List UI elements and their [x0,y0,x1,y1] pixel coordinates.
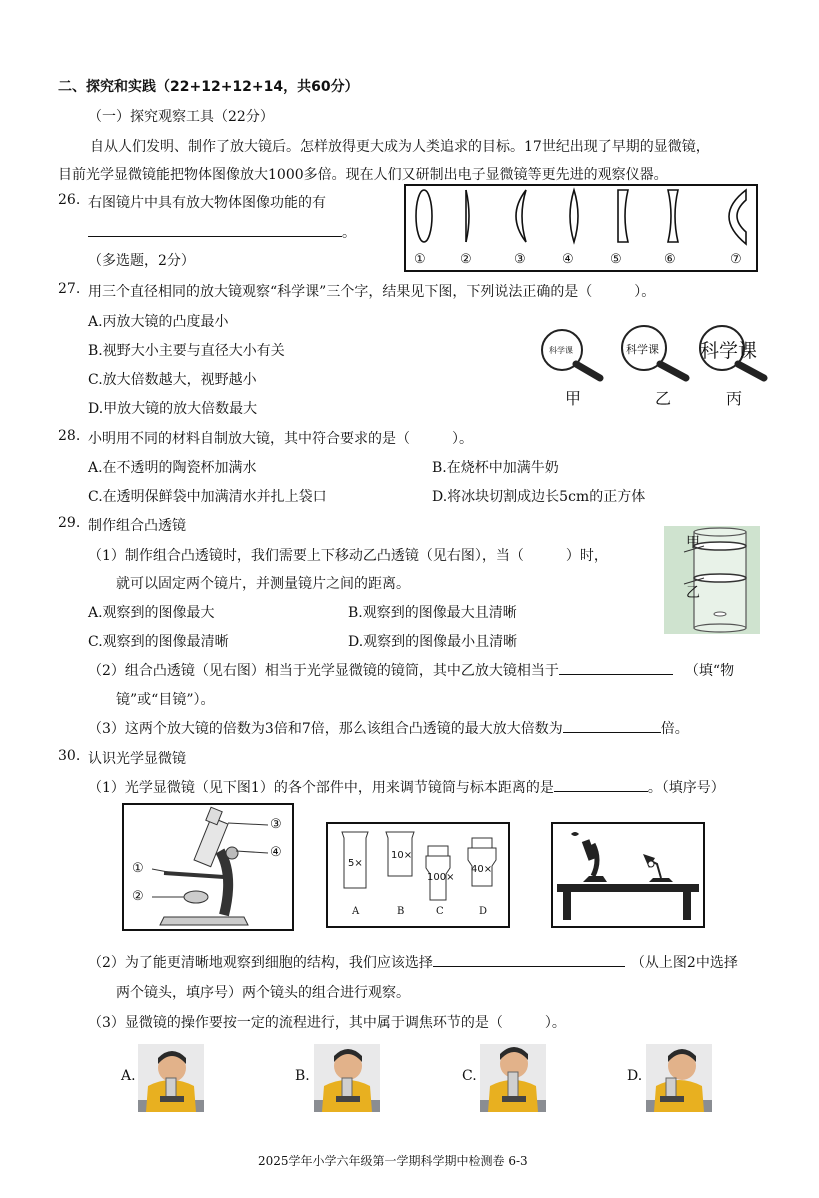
q30-part2-text: （2）为了能更清晰地观察到细胞的结构，我们应该选择 [88,955,433,971]
q28-number: 28. [58,428,81,444]
fig1-label-1: ① [132,861,144,876]
q26-text: 右图镜片中具有放大物体图像功能的有 [88,195,326,211]
q27-option-b[interactable]: B.视野大小主要与直径大小有关 [88,343,285,359]
microscope-drawing [124,805,292,929]
lens-label-1: ① [414,252,426,267]
lens-7-thick-meniscus [729,190,746,244]
desk-scene-drawing [553,824,703,926]
q29-part2-line2: 镜”或“目镜”）。 [116,692,215,708]
q29-part2-text: （2）组合凸透镜（见右图）相当于光学显微镜的镜筒，其中乙放大镜相当于 [88,663,559,679]
magnifier-label-jia: 甲 [565,389,582,408]
q29-part1-line2: 就可以固定两个镜片，并测量镜片之间的距离。 [116,576,410,592]
photo-option-b-label[interactable]: B. [295,1068,310,1084]
q29-number: 29. [58,515,81,531]
magnifier-bing-text: 科学课 [700,340,758,362]
q29-part2-blank[interactable] [559,660,673,675]
subsection-title: （一）探究观察工具（22分） [88,109,274,125]
fig1-label-3: ③ [270,817,282,832]
photo-option-d-label[interactable]: D. [627,1068,643,1084]
combined-lens-figure [664,526,760,634]
q28-option-d[interactable]: D.将冰块切割成边长5cm的正方体 [432,489,646,505]
lens-5-planoconcave [618,190,628,242]
lens-10x-label: 10× [391,850,413,861]
section-title: 二、探究和实践（22+12+12+14，共60分） [58,79,359,95]
lens-label-5: ⑤ [610,252,622,267]
q30-part2-blank[interactable] [433,952,625,967]
q26-end: 。 [342,225,356,241]
microscope-figure-1 [122,803,294,931]
q29-option-a[interactable]: A.观察到的图像最大 [88,605,215,621]
lens-3-meniscus [516,190,526,242]
q30-title: 认识光学显微镜 [88,751,186,767]
magnifier-bing [698,322,778,382]
q26-number: 26. [58,192,81,208]
q30-part2-line1 [88,952,738,972]
magnifier-label-yi: 乙 [655,389,672,408]
q30-part3: （3）显微镜的操作要按一定的流程进行，其中属于调焦环节的是（ ）。 [88,1015,566,1031]
photo-option-a-label[interactable]: A. [121,1068,136,1084]
lens-6-biconcave [668,190,678,242]
magnifier-yi-text: 科学课 [626,343,659,356]
q27-text: 用三个直径相同的放大镜观察“科学课”三个字，结果见下图，下列说法正确的是（ ）。 [88,284,656,300]
page-footer: 2025学年小学六年级第一学期科学期中检测卷 6-3 [258,1154,528,1168]
q30-part1-end: 。（填序号） [647,780,725,796]
lens-label-yi: 乙 [686,585,700,601]
q30-part2-end: （从上图2中选择 [630,955,738,971]
q28-option-a[interactable]: A.在不透明的陶瓷杯加满水 [88,460,257,476]
q30-part1 [88,777,725,797]
lens-shapes [406,186,756,270]
magnifier-jia [540,326,610,382]
q29-title: 制作组合凸透镜 [88,518,186,534]
q29-part3-text: （3）这两个放大镜的倍数为3倍和7倍，那么该组合凸透镜的最大放大倍数为 [88,721,563,737]
q29-part2-end: （填“物 [684,663,735,679]
q27-option-d[interactable]: D.甲放大镜的放大倍数最大 [88,401,258,417]
q29-part3-blank[interactable] [563,718,661,733]
q28-option-c[interactable]: C.在透明保鲜袋中加满清水并扎上袋口 [88,489,327,505]
q30-part1-text: （1）光学显微镜（见下图1）的各个部件中，用来调节镜筒与标本距离的是 [88,780,554,796]
lens-letter-a: A [352,906,360,917]
student-microscope-photo-b [314,1044,380,1112]
q28-option-b[interactable]: B.在烧杯中加满牛奶 [432,460,559,476]
photo-a[interactable] [138,1044,204,1112]
lens-5x-label: 5× [348,858,363,869]
q28-text: 小明用不同的材料自制放大镜，其中符合要求的是（ ）。 [88,431,473,447]
lens-label-2: ② [460,252,472,267]
lens-1-biconvex [416,190,432,242]
q29-part3-end: 倍。 [660,721,689,737]
q29-option-c[interactable]: C.观察到的图像最清晰 [88,634,229,650]
q29-part2-line1 [88,660,734,680]
lens-figure [404,184,758,272]
q29-part1-line1: （1）制作组合凸透镜时，我们需要上下移动乙凸透镜（见右图），当（ ）时， [88,548,608,564]
magnifier-jia-text: 科学课 [549,346,573,355]
photo-b[interactable] [314,1044,380,1112]
q29-option-b[interactable]: B.观察到的图像最大且清晰 [348,605,517,621]
lens-label-6: ⑥ [664,252,676,267]
q27-option-a[interactable]: A.丙放大镜的凸度最小 [88,314,229,330]
student-microscope-photo-d [646,1044,712,1112]
q26-note: （多选题，2分） [88,253,195,269]
lens-letter-d: D [479,906,488,917]
intro-line-1: 自从人们发明、制作了放大镜后。怎样放得更大成为人类追求的目标。17世纪出现了早期的显微镜， [90,139,710,155]
eye-icon [571,832,579,836]
q29-part3 [88,718,689,738]
student-microscope-photo-c [480,1044,546,1112]
photo-option-c-label[interactable]: C. [462,1068,477,1084]
lens-label-3: ③ [514,252,526,267]
lens-100x-label: 100× [427,872,455,883]
q27-number: 27. [58,281,81,297]
q30-part2-line2: 两个镜头，填序号）两个镜头的组合进行观察。 [116,985,410,1001]
q27-option-c[interactable]: C.放大倍数越大，视野越小 [88,372,257,388]
combined-lens-drawing [664,526,760,634]
q26-answer-line[interactable] [88,222,356,242]
lens-letter-c: C [436,906,444,917]
microscope-desk-figure-3 [551,822,705,928]
magnifier-label-bing: 丙 [726,389,743,408]
lens-4-thin-biconvex [570,190,578,242]
intro-line-2: 目前光学显微镜能把物体图像放大1000多倍。现在人们又研制出电子显微镜等更先进的观察仪器。 [58,167,668,183]
photo-d[interactable] [646,1044,712,1112]
lens-letter-b: B [397,906,405,917]
lens-label-4: ④ [562,252,574,267]
objective-lenses-figure-2 [326,822,510,928]
magnifier-yi [620,322,700,382]
photo-c[interactable] [480,1044,546,1112]
fig1-label-4: ④ [270,845,282,860]
lens-label-jia: 甲 [686,535,700,551]
fig1-label-2: ② [132,889,144,904]
q29-option-d[interactable]: D.观察到的图像最小且清晰 [348,634,518,650]
lens-40x-label: 40× [471,864,493,875]
lens-label-7: ⑦ [730,252,742,267]
q30-part1-blank[interactable] [554,777,648,792]
student-microscope-photo-a [138,1044,204,1112]
q30-number: 30. [58,748,81,764]
